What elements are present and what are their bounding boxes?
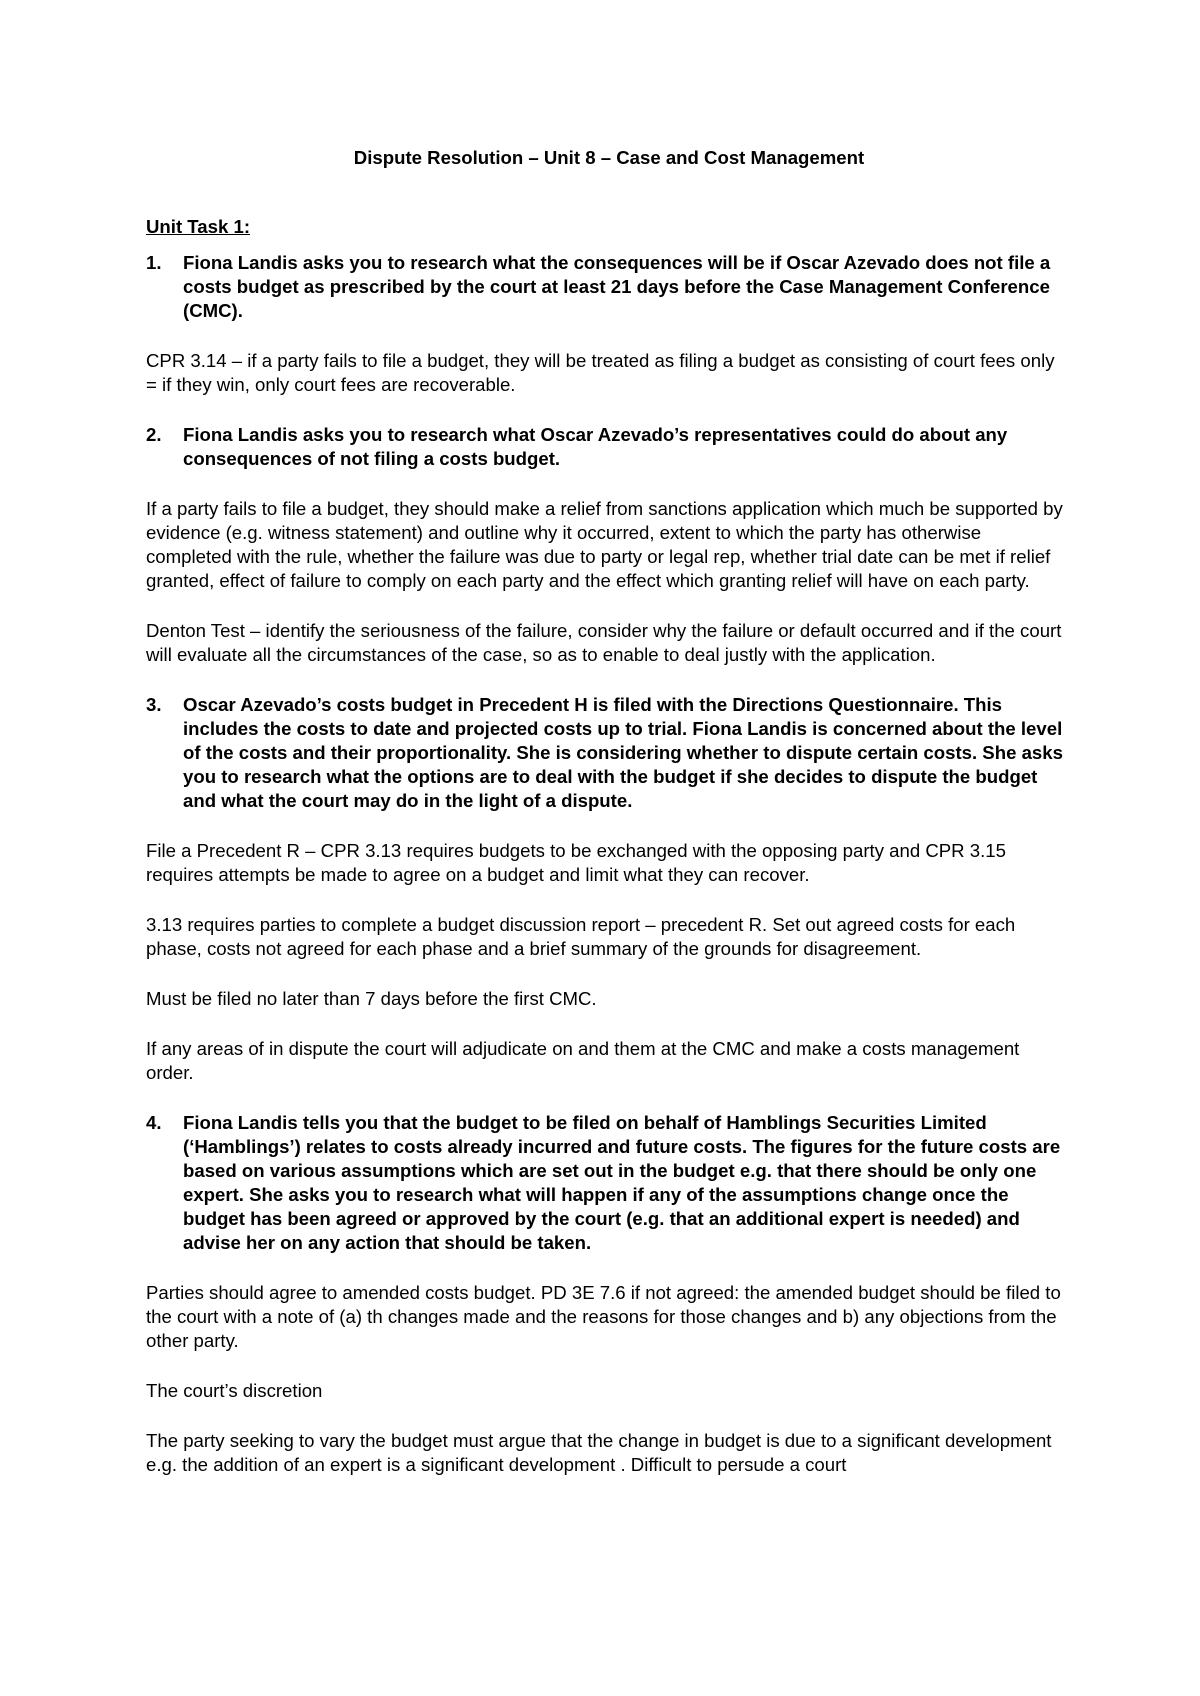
question-number: 2. — [146, 424, 162, 445]
answer-paragraph: CPR 3.14 – if a party fails to file a budget, they will be treated as filing a budget as consisting of court fees only = if they win, only court fees are recoverable. — [146, 350, 1055, 395]
document-title: Dispute Resolution – Unit 8 – Case and Cost Management — [353, 147, 865, 168]
answer-paragraph: Parties should agree to amended costs budget. PD 3E 7.6 if not agreed: the amended budget should be filed to the court with a note of (a) th changes made and the reasons for those changes and b) any objections from the other party. — [146, 1282, 1061, 1351]
question-text: Fiona Landis asks you to research what the consequences will be if Oscar Azevado does not file a costs budget as prescribed by the court at least 21 days before the Case Management Conference (CMC). — [183, 252, 1051, 321]
task-heading: Unit Task 1: — [146, 216, 251, 237]
answer-paragraph: 3.13 requires parties to complete a budget discussion report – precedent R. Set out agreed costs for each phase, costs not agreed for each phase and a brief summary of the grounds for disagreement. — [146, 914, 1016, 959]
answer-paragraph: The court’s discretion — [146, 1380, 323, 1401]
question-3 — [146, 693, 1066, 813]
answer-paragraph: If a party fails to file a budget, they should make a relief from sanctions application which much be supported by evidence (e.g. witness statement) and outline why it occurred, extent to which the party has otherwise completed with the rule, whether the failure was due to party or legal rep, whether trial date can be met if relief granted, effect of failure to comply on each party and the effect which granting relief will have on each party. — [146, 498, 1063, 591]
question-number: 4. — [146, 1112, 162, 1133]
question-1 — [146, 251, 1066, 323]
answer-paragraph: If any areas of in dispute the court will adjudicate on and them at the CMC and make a costs management order. — [146, 1038, 1020, 1083]
question-text: Fiona Landis tells you that the budget to be filed on behalf of Hamblings Securities Limited (‘Hamblings’) relates to costs already incurred and future costs. The figures for the future costs are based on various assumptions which are set out in the budget e.g. that there should be only one expert. She asks you to research what will happen if any of the assumptions change once the budget has been agreed or approved by the court (e.g. that an additional expert is needed) and advise her on any action that should be taken. — [183, 1112, 1061, 1253]
question-text: Fiona Landis asks you to research what Oscar Azevado’s representatives could do about any consequences of not filing a costs budget. — [183, 424, 1008, 469]
answer-paragraph: Denton Test – identify the seriousness of the failure, consider why the failure or default occurred and if the court will evaluate all the circumstances of the case, so as to enable to deal justly with the application. — [146, 620, 1062, 665]
question-number: 3. — [146, 694, 162, 715]
question-number: 1. — [146, 252, 162, 273]
question-4 — [146, 1111, 1066, 1255]
answer-paragraph: The party seeking to vary the budget must argue that the change in budget is due to a significant development e.g. the addition of an expert is a significant development . Difficult to persude a court — [146, 1430, 1052, 1475]
answer-paragraph: Must be filed no later than 7 days before the first CMC. — [146, 988, 597, 1009]
document-body — [146, 146, 1066, 1477]
question-text: Oscar Azevado’s costs budget in Precedent H is filed with the Directions Questionnaire. This includes the costs to date and projected costs up to trial. Fiona Landis is concerned about the level of the costs and their proportionality. She is considering whether to dispute certain costs. She asks you to research what the options are to deal with the budget if she decides to dispute the budget and what the court may do in the light of a dispute. — [183, 694, 1063, 811]
answer-paragraph: File a Precedent R – CPR 3.13 requires budgets to be exchanged with the opposing party and CPR 3.15 requires attempts be made to agree on a budget and limit what they can recover. — [146, 840, 1006, 885]
question-2 — [146, 423, 1066, 471]
